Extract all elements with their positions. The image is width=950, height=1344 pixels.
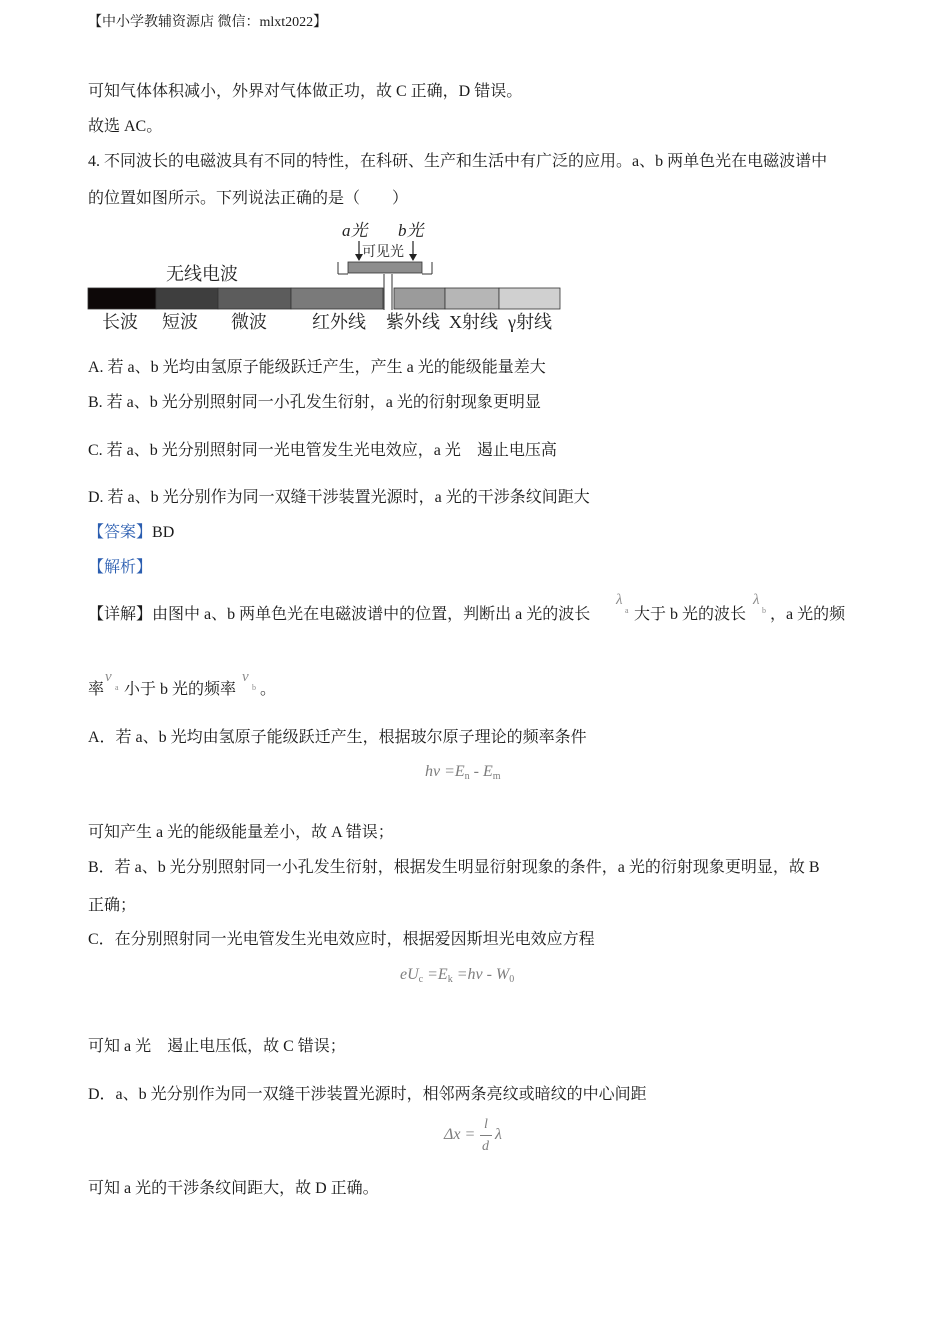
band-3 bbox=[218, 288, 291, 309]
detail-line-1-part1: 【详解】由图中 a、b 两单色光在电磁波谱中的位置，判断出 a 光的波长 bbox=[88, 606, 591, 623]
em-spectrum-figure bbox=[86, 218, 566, 336]
detail-line-2-part1: 率 bbox=[88, 681, 105, 698]
visible-band bbox=[348, 262, 422, 273]
explain-b-line-2: 正确； bbox=[88, 897, 137, 914]
text-line: 故选 AC。 bbox=[88, 118, 163, 135]
arrow-b-head bbox=[409, 254, 417, 261]
option-b: B. 若 a、b 光分别照射同一小孔发生衍射，a 光的衍射现象更明显 bbox=[88, 394, 541, 411]
nu-b-symbol: ν bbox=[242, 669, 249, 685]
band-6 bbox=[445, 288, 499, 309]
lambda-b-subscript: b bbox=[762, 606, 766, 615]
band-label-2: 短波 bbox=[162, 312, 198, 332]
lambda-a-symbol: λ bbox=[616, 592, 623, 608]
detail-line-2-part3: 。 bbox=[260, 681, 277, 698]
band-label-4: 红外线 bbox=[312, 312, 366, 332]
option-d: D. 若 a、b 光分别作为同一双缝干涉装置光源时，a 光的干涉条纹间距大 bbox=[88, 489, 590, 506]
analysis-tag: 【解析】 bbox=[88, 559, 153, 576]
spectrum-bands bbox=[88, 288, 560, 332]
formula-bohr-frequency: hν =En - Em bbox=[425, 763, 501, 782]
text-line: 可知气体体积减小，外界对气体做正功，故 C 正确，D 错误。 bbox=[88, 83, 523, 100]
nu-a-symbol: ν bbox=[105, 669, 112, 685]
question-4-stem: 4. 不同波长的电磁波具有不同的特性，在科研、生产和生活中有广泛的应用。a、b 两单色光在电磁波谱中 bbox=[88, 153, 828, 170]
band-7 bbox=[499, 288, 560, 309]
option-c: C. 若 a、b 光分别照射同一光电管发生光电效应，a 光 遏止电压高 bbox=[88, 442, 557, 459]
detail-line-2-part2: 小于 b 光的频率 bbox=[124, 681, 237, 698]
band-4 bbox=[291, 288, 383, 309]
label-radio-waves: 无线电波 bbox=[166, 264, 238, 284]
band-label-6: X射线 bbox=[449, 312, 498, 332]
explain-a-line-1: A．若 a、b 光均由氢原子能级跃迁产生，根据玻尔原子理论的频率条件 bbox=[88, 729, 587, 746]
band-1 bbox=[88, 288, 156, 309]
label-a-light: a光 bbox=[342, 221, 368, 240]
explain-c-line-1: C．在分别照射同一光电管发生光电效应时，根据爱因斯坦光电效应方程 bbox=[88, 931, 595, 948]
band-label-5: 紫外线 bbox=[386, 312, 440, 332]
explain-d-line-2: 可知 a 光的干涉条纹间距大，故 D 正确。 bbox=[88, 1180, 379, 1197]
option-a: A. 若 a、b 光均由氢原子能级跃迁产生，产生 a 光的能级能量差大 bbox=[88, 359, 546, 376]
formula-photoelectric: eUc =Ek =hν - W0 bbox=[400, 966, 515, 985]
band-label-1: 长波 bbox=[102, 312, 138, 332]
band-label-7: γ射线 bbox=[508, 312, 552, 332]
question-4-stem-cont: 的位置如图所示。下列说法正确的是（ ） bbox=[88, 190, 409, 207]
lambda-b-symbol: λ bbox=[753, 592, 760, 608]
label-visible: 可见光 bbox=[362, 245, 404, 260]
detail-line-1-part3: ，a 光的频 bbox=[770, 606, 846, 623]
explain-c-line-2: 可知 a 光 遏止电压低，故 C 错误； bbox=[88, 1038, 346, 1055]
band-5 bbox=[394, 288, 445, 309]
lambda-a-subscript: a bbox=[625, 606, 629, 615]
nu-b-subscript: b bbox=[252, 683, 256, 692]
explain-b-line-1: B．若 a、b 光分别照射同一小孔发生衍射，根据发生明显衍射现象的条件，a 光的衍射现象更明显，故 B bbox=[88, 859, 820, 876]
answer-tag: 【答案】 bbox=[88, 524, 153, 541]
detail-line-1-part2: 大于 b 光的波长 bbox=[634, 606, 747, 623]
label-b-light: b光 bbox=[398, 221, 424, 240]
band-2 bbox=[156, 288, 218, 309]
explain-a-line-2: 可知产生 a 光的能级能量差小，故 A 错误； bbox=[88, 824, 394, 841]
band-label-3: 微波 bbox=[231, 312, 267, 332]
explain-d-line-1: D．a、b 光分别作为同一双缝干涉装置光源时，相邻两条亮纹或暗纹的中心间距 bbox=[88, 1086, 647, 1103]
answer-value: BD bbox=[152, 524, 175, 541]
page-header: 【中小学教辅资源店 微信：mlxt2022】 bbox=[88, 15, 328, 30]
nu-a-subscript: a bbox=[115, 683, 119, 692]
